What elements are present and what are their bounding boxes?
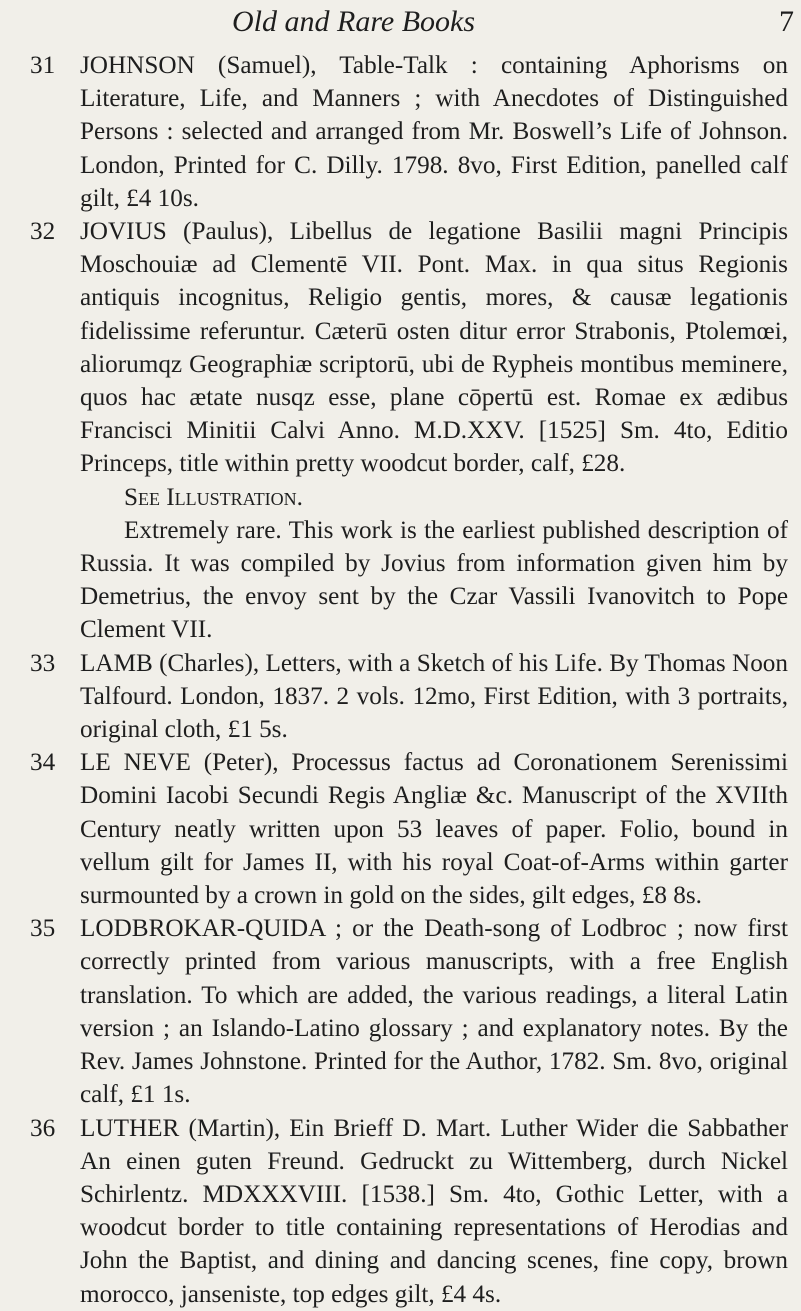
catalogue-entries	[30, 49, 788, 1311]
entry-number: 36	[30, 1114, 56, 1142]
entry-text: LAMB (Charles), Letters, with a Sketch of his Life. By Thomas Noon Talfourd. London, 1837. 2 vols. 12mo, First Edition, with 3 portraits, original cloth, £1 5s.	[80, 649, 788, 744]
catalogue-entry	[30, 49, 788, 215]
entry-number: 33	[30, 649, 56, 677]
entry-text: JOHNSON (Samuel), Table-Talk : containing Aphorisms on Literature, Life, and Manners ; with Anecdotes of Distinguished Persons : selected and arranged from Mr. Boswell’s Life of Johnson. London, Printed for C. Dilly. 1798. 8vo, First Edition, panelled calf gilt, £4 10s.	[80, 52, 788, 212]
catalogue-entry	[30, 746, 788, 912]
catalogue-entry	[30, 1112, 788, 1311]
page-number: 7	[779, 5, 794, 38]
entry-text: LODBROKAR-QUIDA ; or the Death-song of Lodbroc ; now first correctly printed from various manuscripts, with a free English translation. To which are added, the various readings, a literal Latin version ; an Islando-Latino glossary ; and explanatory notes. By the Rev. James Johnstone. Printed for the Author, 1782. Sm. 8vo, original calf, £1 1s.	[80, 915, 788, 1109]
catalogue-entry	[30, 912, 788, 1111]
catalogue-entry	[30, 215, 788, 647]
entry-number: 35	[30, 915, 56, 943]
running-head	[232, 0, 800, 44]
catalogue-entry	[30, 647, 788, 747]
entry-text: LE NEVE (Peter), Processus factus ad Coronationem Serenissimi Domini Iacobi Secundi Regis Angliæ &c. Manuscript of the XVIIth Century neatly written upon 53 leaves of paper. Folio, bound in vellum gilt for James II, with his royal Coat-of-Arms within garter surmounted by a crown in gold on the sides, gilt edges, £8 8s.	[80, 749, 788, 910]
entry-note: See Illustration.	[124, 483, 303, 511]
entry-number: 32	[30, 218, 56, 246]
running-head-title: Old and Rare Books	[232, 5, 476, 38]
entry-text: LUTHER (Martin), Ein Brieff D. Mart. Luther Wider die Sabbather An einen guten Freund. Gedruckt zu Wittemberg, durch Nickel Schirlentz. MDXXXVIII. [1538.] Sm. 4to, Gothic Letter, with a woodcut border to title containing representations of Herodias and John the Baptist, and dining and dancing scenes, fine copy, brown morocco, janseniste, top edges gilt, £4 4s.	[80, 1114, 788, 1308]
entry-number: 34	[30, 749, 56, 777]
entry-subtext: Extremely rare. This work is the earliest published description of Russia. It was compiled by Jovius from information given him by Demetrius, the envoy sent by the Czar Vassili Ivanovitch to Pope Clement VII.	[80, 516, 788, 644]
entry-text: JOVIUS (Paulus), Libellus de legatione Basilii magni Principis Moschouiæ ad Clementē VII. Pont. Max. in qua situs Regionis antiquis incognitus, Religio gentis, mores, & causæ legationis fidelissime referuntur. Cæterū osten ditur error Strabonis, Ptolemœi, aliorumqz Geographiæ scriptorū, ubi de Rypheis montibus meminere, quos hac ætate nusqz esse, plane cōpertū est. Romae ex ædibus Francisci Minitii Calvi Anno. M.D.XXV. [1525] Sm. 4to, Editio Princeps, title within pretty woodcut border, calf, £28.	[80, 218, 788, 478]
entry-number: 31	[30, 52, 56, 79]
